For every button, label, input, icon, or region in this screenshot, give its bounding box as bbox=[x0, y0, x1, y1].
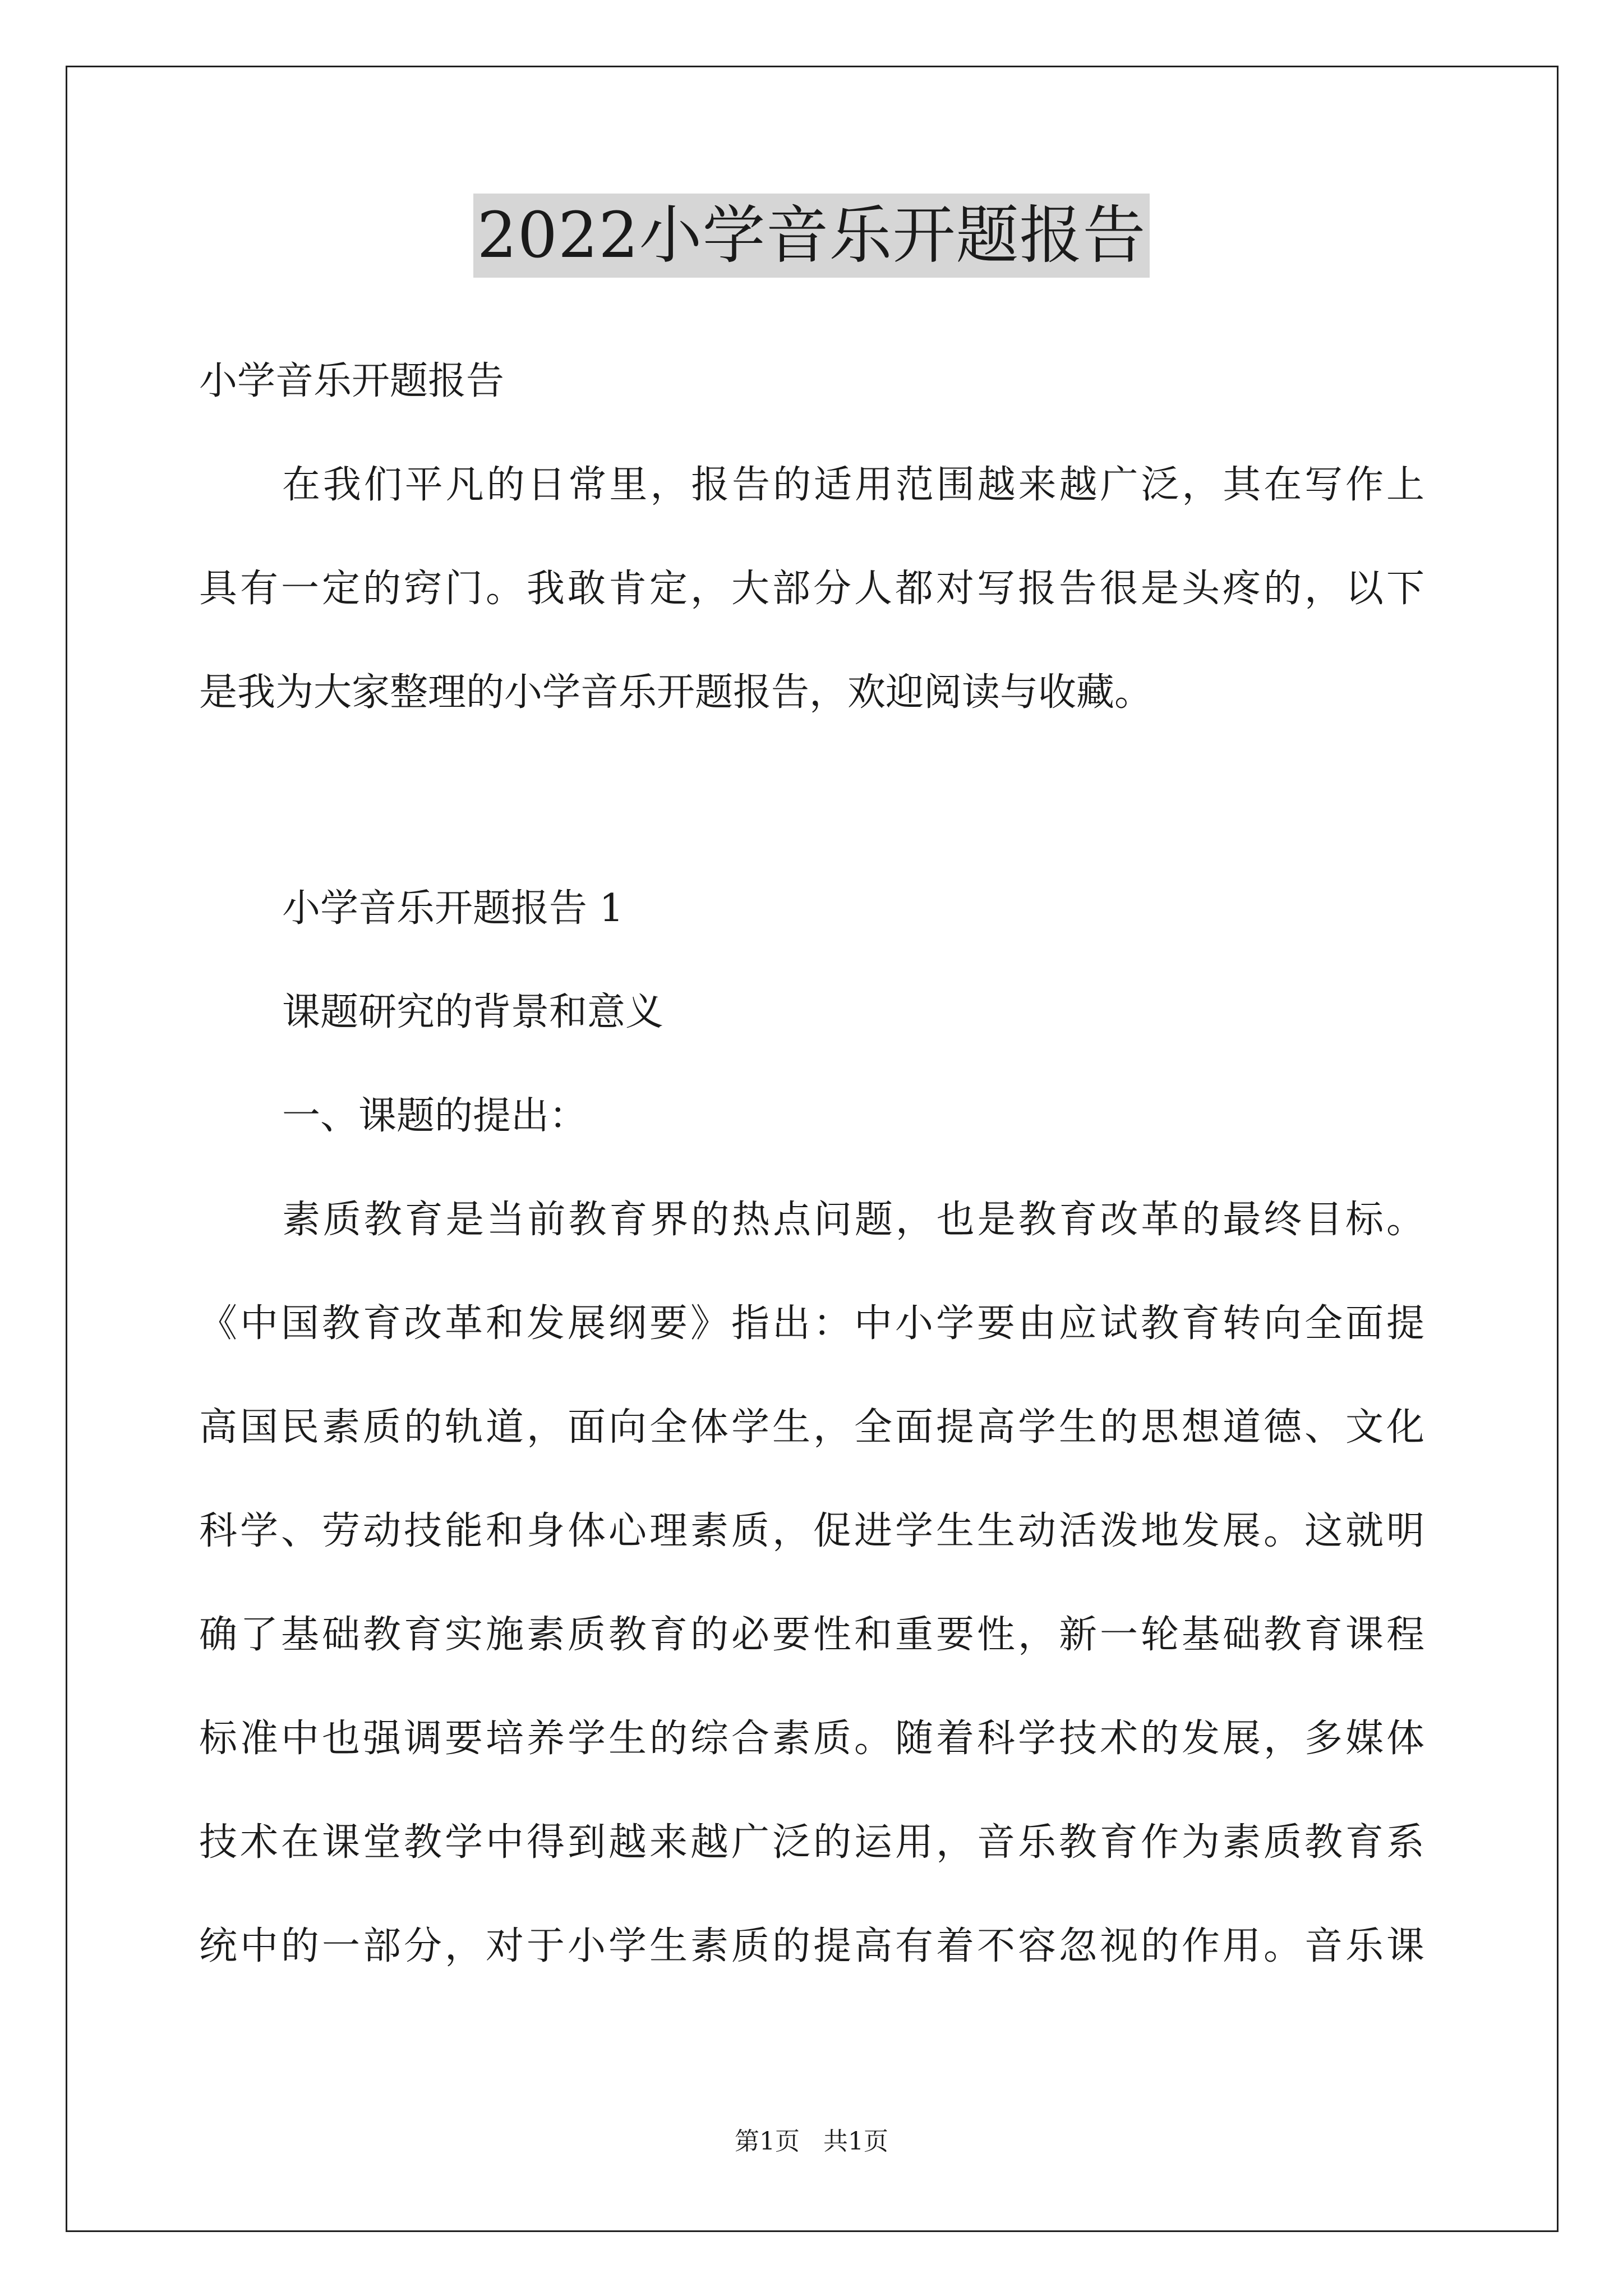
body-line: 确了基础教育实施素质教育的必要性和重要性，新一轮基础教育课程 bbox=[199, 1613, 1424, 1657]
body-line: 统中的一部分，对于小学生素质的提高有着不容忽视的作用。音乐课 bbox=[199, 1924, 1424, 1968]
body-line: 标准中也强调要培养学生的综合素质。随着科学技术的发展，多媒体 bbox=[199, 1717, 1424, 1761]
body-line: 《中国教育改革和发展纲要》指出：中小学要由应试教育转向全面提 bbox=[199, 1301, 1424, 1346]
intro-line: 具有一定的窍门。我敢肯定，大部分人都对写报告很是头疼的，以下 bbox=[199, 567, 1424, 611]
subsection-heading: 课题研究的背景和意义 bbox=[282, 990, 664, 1034]
point-heading: 一、课题的提出： bbox=[282, 1094, 588, 1138]
intro-line: 是我为大家整理的小学音乐开题报告，欢迎阅读与收藏。 bbox=[199, 670, 1153, 715]
body-line: 技术在课堂教学中得到越来越广泛的运用，音乐教育作为素质教育系 bbox=[199, 1820, 1424, 1865]
page-footer: 第1页 共1页 bbox=[735, 2127, 888, 2156]
intro-line: 在我们平凡的日常里，报告的适用范围越来越广泛，其在写作上 bbox=[282, 463, 1424, 507]
document-title: 2022小学音乐开题报告 bbox=[473, 194, 1149, 278]
body-line: 高国民素质的轨道，面向全体学生，全面提高学生的思想道德、文化 bbox=[199, 1405, 1424, 1450]
document-subtitle: 小学音乐开题报告 bbox=[199, 359, 505, 403]
section-heading: 小学音乐开题报告 1 bbox=[282, 886, 624, 931]
body-line: 科学、劳动技能和身体心理素质，促进学生生动活泼地发展。这就明 bbox=[199, 1509, 1424, 1553]
title-container bbox=[0, 194, 1623, 278]
body-line: 素质教育是当前教育界的热点问题，也是教育改革的最终目标。 bbox=[282, 1198, 1424, 1242]
